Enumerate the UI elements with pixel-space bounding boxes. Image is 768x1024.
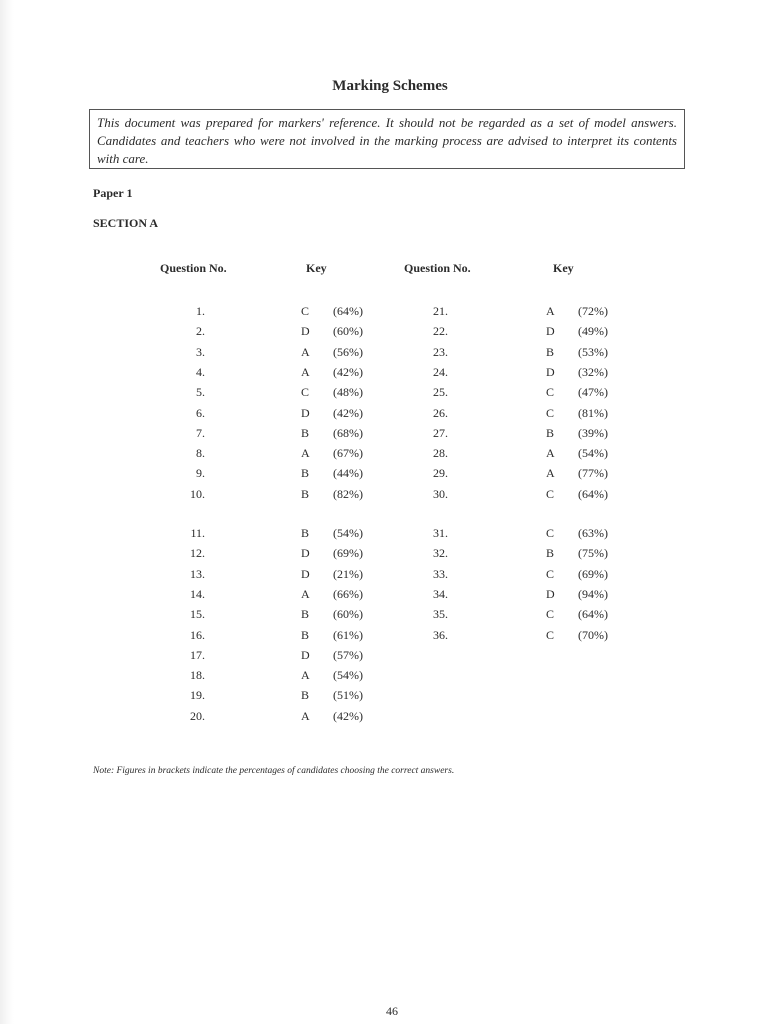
question-number: 24. (433, 364, 448, 379)
answer-key: C (546, 566, 555, 581)
question-number: 15. (190, 607, 205, 622)
answer-percentage: (54%) (333, 526, 363, 540)
answer-percentage: (54%) (333, 668, 363, 683)
answer-percentage: (94%) (578, 586, 608, 601)
answer-percentage: (57%) (333, 647, 363, 662)
question-number: 6. (196, 405, 205, 420)
answer-key: D (301, 546, 310, 561)
answer-key: D (301, 566, 310, 581)
answer-percentage: (60%) (333, 607, 363, 622)
question-number: 3. (196, 344, 205, 359)
header-question-no-right: Question No. (404, 261, 471, 275)
answer-key: A (301, 708, 310, 723)
question-number: 10. (190, 486, 205, 501)
answer-percentage: (42%) (333, 405, 363, 420)
question-number: 9. (196, 466, 205, 481)
answer-key: A (301, 668, 310, 683)
question-number: 31. (433, 526, 448, 540)
answer-key: D (301, 324, 310, 339)
answer-key: A (301, 344, 310, 359)
question-number: 7. (196, 425, 205, 440)
answer-key: B (301, 526, 310, 540)
question-number: 32. (433, 546, 448, 561)
answer-percentage: (42%) (333, 364, 363, 379)
question-number: 16. (190, 627, 205, 642)
answer-key: B (546, 425, 555, 440)
answer-percentage: (77%) (578, 466, 608, 481)
question-number: 18. (190, 668, 205, 683)
header-key-right: Key (553, 261, 574, 275)
section-heading: SECTION A (93, 216, 159, 230)
answer-key: B (301, 425, 310, 440)
header-question-no-left: Question No. (160, 261, 227, 275)
answer-percentage: (67%) (333, 446, 363, 461)
answer-percentage: (64%) (578, 486, 608, 501)
answer-percentage: (44%) (333, 466, 363, 481)
answer-key: D (301, 405, 310, 420)
question-number: 36. (433, 627, 448, 642)
answer-percentage: (64%) (333, 304, 363, 318)
answer-key: C (301, 304, 310, 318)
scan-edge-shadow (0, 0, 14, 1024)
question-number: 17. (190, 647, 205, 662)
answer-key: A (546, 446, 555, 461)
answer-key: B (301, 466, 310, 481)
question-number: 20. (190, 708, 205, 723)
question-number: 28. (433, 446, 448, 461)
answer-key: D (301, 647, 310, 662)
answer-percentage: (70%) (578, 627, 608, 642)
answer-percentage: (49%) (578, 324, 608, 339)
question-number: 21. (433, 304, 448, 318)
question-number: 5. (196, 385, 205, 400)
question-number: 34. (433, 586, 448, 601)
answer-key: B (546, 546, 555, 561)
answer-percentage: (81%) (578, 405, 608, 420)
answer-percentage: (48%) (333, 385, 363, 400)
answer-percentage: (82%) (333, 486, 363, 501)
question-number: 26. (433, 405, 448, 420)
page-number: 46 (386, 1004, 398, 1018)
answer-key: D (546, 586, 555, 601)
question-number: 35. (433, 607, 448, 622)
question-number: 12. (190, 546, 205, 561)
answer-key: B (301, 486, 310, 501)
answer-key: A (301, 446, 310, 461)
answer-percentage: (53%) (578, 344, 608, 359)
question-number: 29. (433, 466, 448, 481)
question-number: 25. (433, 385, 448, 400)
answer-key: D (546, 364, 555, 379)
answer-key: B (301, 627, 310, 642)
question-number: 1. (196, 304, 205, 318)
question-number: 4. (196, 364, 205, 379)
answer-key: A (546, 304, 555, 318)
answer-percentage: (69%) (578, 566, 608, 581)
answer-key: C (546, 627, 555, 642)
question-number: 30. (433, 486, 448, 501)
answer-key: A (301, 586, 310, 601)
paper-heading: Paper 1 (93, 186, 133, 200)
header-key-left: Key (306, 261, 327, 275)
answer-percentage: (42%) (333, 708, 363, 723)
answer-percentage: (72%) (578, 304, 608, 318)
question-number: 33. (433, 566, 448, 581)
answer-key: C (301, 385, 310, 400)
answer-percentage: (54%) (578, 446, 608, 461)
question-number: 27. (433, 425, 448, 440)
question-number: 19. (190, 688, 205, 703)
answer-key: C (546, 526, 555, 540)
answer-percentage: (69%) (333, 546, 363, 561)
answer-percentage: (66%) (333, 586, 363, 601)
question-number: 11. (190, 526, 205, 540)
question-number: 2. (196, 324, 205, 339)
answer-key: A (301, 364, 310, 379)
answer-key: D (546, 324, 555, 339)
disclaimer-text: This document was prepared for markers' reference. It should not be regarded as a set of model answers. Candidates and teachers who were not involved in the marking process are advised to interpret its contents with care. (97, 115, 677, 166)
footnote: Note: Figures in brackets indicate the percentages of candidates choosing the correct answers. (93, 766, 455, 776)
answer-percentage: (32%) (578, 364, 608, 379)
answer-percentage: (68%) (333, 425, 363, 440)
answer-percentage: (21%) (333, 566, 363, 581)
answer-key: C (546, 607, 555, 622)
answer-percentage: (47%) (578, 385, 608, 400)
answer-key: B (546, 344, 555, 359)
answer-percentage: (60%) (333, 324, 363, 339)
answer-key: C (546, 405, 555, 420)
answer-percentage: (39%) (578, 425, 608, 440)
question-number: 22. (433, 324, 448, 339)
page-title: Marking Schemes (332, 78, 448, 94)
question-number: 14. (190, 586, 205, 601)
disclaimer-box (89, 109, 685, 169)
answer-key: B (301, 607, 310, 622)
answer-key: A (546, 466, 555, 481)
answer-percentage: (51%) (333, 688, 363, 703)
answer-key: B (301, 688, 310, 703)
answer-percentage: (63%) (578, 526, 608, 540)
answer-percentage: (56%) (333, 344, 363, 359)
question-number: 8. (196, 446, 205, 461)
answer-percentage: (64%) (578, 607, 608, 622)
question-number: 13. (190, 566, 205, 581)
answer-key: C (546, 385, 555, 400)
answer-key: C (546, 486, 555, 501)
answer-percentage: (61%) (333, 627, 363, 642)
answer-percentage: (75%) (578, 546, 608, 561)
question-number: 23. (433, 344, 448, 359)
